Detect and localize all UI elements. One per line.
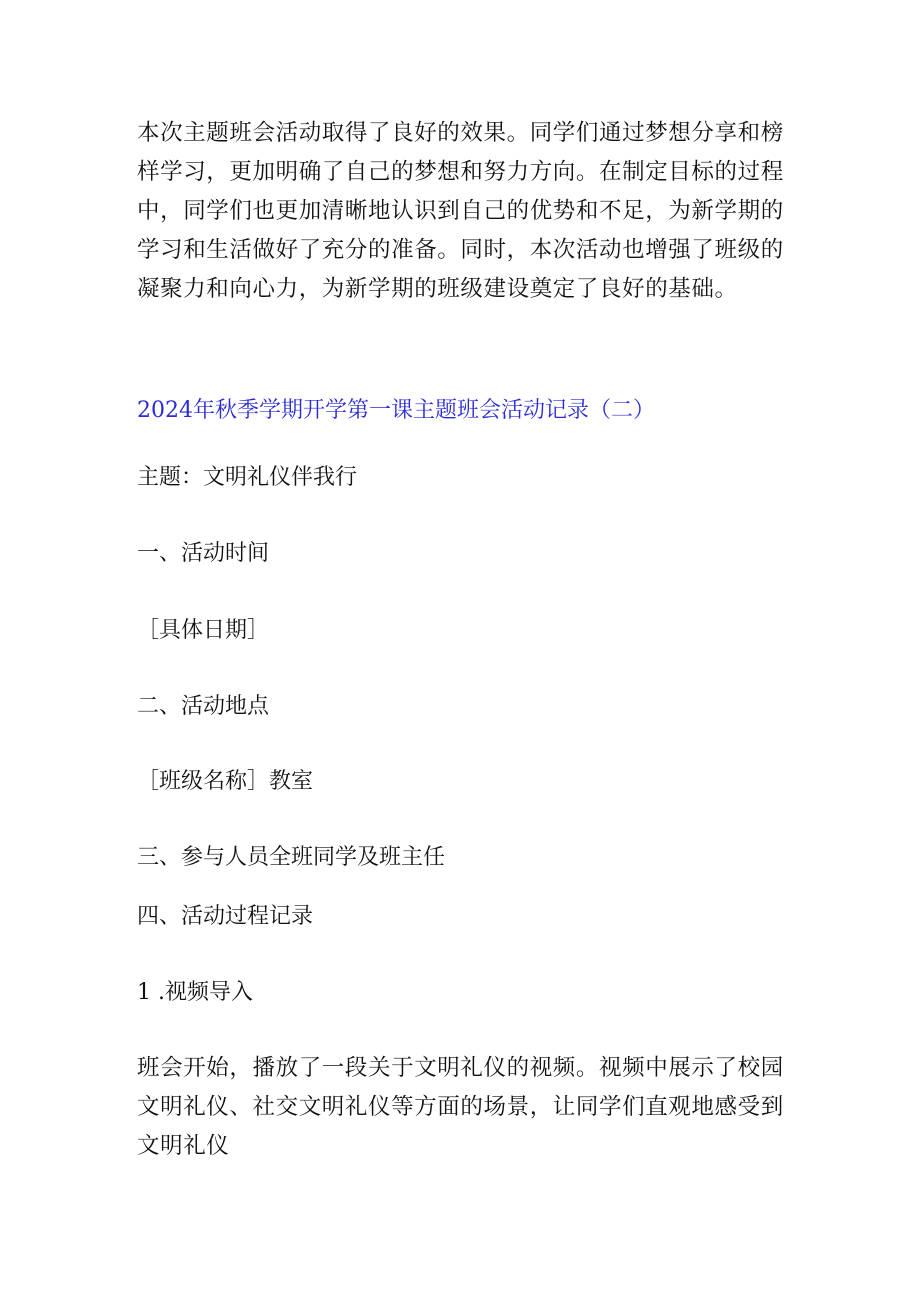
- time-heading: 一、活动时间: [137, 541, 270, 566]
- intro-paragraph: 本次主题班会活动取得了良好的效果。同学们通过梦想分享和榜样学习，更加明确了自己的梦想和努力方向。在制定目标的过程中，同学们也更加清晰地认识到自己的优势和不足，为新学期的学习和生活做好了充分的准备。同时，本次活动也增强了班级的凝聚力和向心力，为新学期的班级建设奠定了良好的基础。: [137, 120, 784, 302]
- process-heading: 四、活动过程记录: [137, 904, 314, 929]
- theme-line: 主题：文明礼仪伴我行: [137, 465, 358, 490]
- place-value: ［班级名称］教室: [137, 769, 314, 794]
- section-title: 2024年秋季学期开学第一课主题班会活动记录（二）: [137, 398, 655, 423]
- step1-paragraph: 班会开始，播放了一段关于文明礼仪的视频。视频中展示了校园文明礼仪、社交文明礼仪等方面的场景，让同学们直观地感受到文明礼仪: [137, 1055, 784, 1159]
- step1-heading: 1 .视频导入: [137, 980, 253, 1005]
- time-value: ［具体日期］: [137, 618, 270, 643]
- participants-line: 三、参与人员全班同学及班主任: [137, 845, 446, 870]
- place-heading: 二、活动地点: [137, 694, 270, 719]
